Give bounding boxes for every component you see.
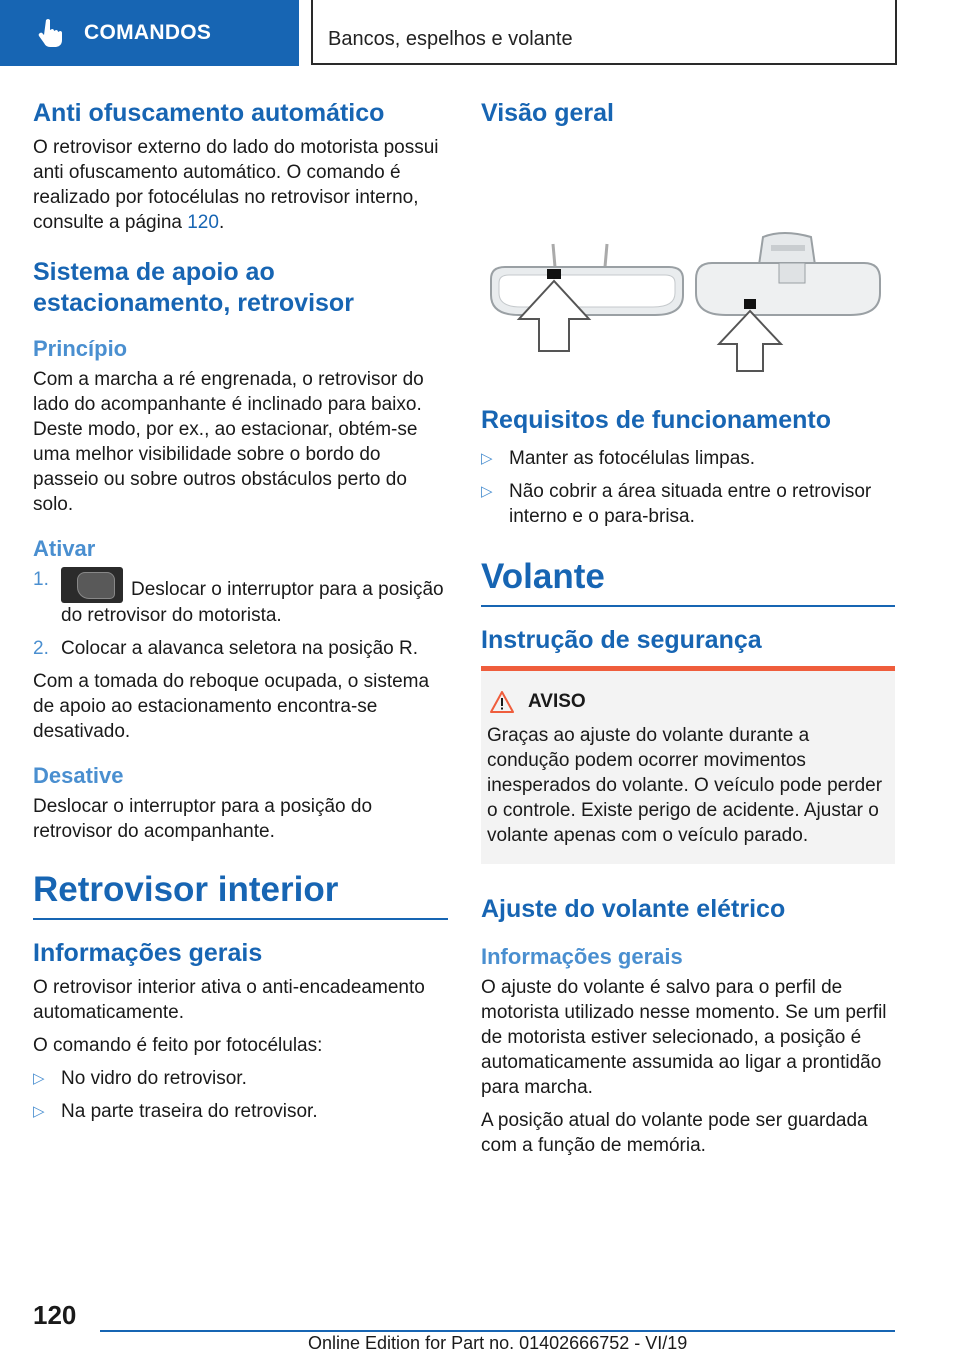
triangle-bullet-icon: ▷ xyxy=(33,1103,45,1120)
general-info-text: O retrovisor interior ativa o anti-encadeamento automaticamente. xyxy=(33,977,425,1023)
safety-heading: Instrução de segurança xyxy=(481,626,762,654)
anti-glare-heading: Anti ofuscamento automático xyxy=(33,99,385,127)
warning-triangle-icon xyxy=(490,691,514,713)
list-item xyxy=(33,1066,448,1091)
mirror-overview-illustration xyxy=(481,139,895,375)
parking-assist-heading: Sistema de apoio ao estacionamento, retrovisor xyxy=(33,258,354,317)
requirements-list xyxy=(481,446,895,529)
principle-text: Com a marcha a ré engrenada, o retrovisor do lado do acompanhante é inclinado para baixo. Deste modo, por ex., ao estacionar, obtém-se uma melhor visibilidade sobre o bordo do passeio ou sobre outros obstáculos perto do solo. xyxy=(33,369,424,515)
photocell-list xyxy=(33,1066,448,1124)
anti-glare-text xyxy=(33,135,448,235)
general-info-heading-right: Informações gerais xyxy=(481,944,683,969)
interior-mirror-heading: Retrovisor interior xyxy=(33,868,448,920)
page-number: 120 xyxy=(33,1300,77,1330)
footer-divider xyxy=(100,1330,895,1332)
hand-pointer-icon xyxy=(38,18,64,48)
warning-title xyxy=(487,691,889,713)
activate-note: Com a tomada do reboque ocupada, o sistema de apoio ao estacionamento encontra-se desativado. xyxy=(33,671,430,742)
list-item xyxy=(481,479,895,529)
page-link[interactable]: 120 xyxy=(187,212,219,233)
warning-box xyxy=(481,666,895,864)
right-column xyxy=(481,98,895,1166)
list-item-text: Manter as fotocélulas limpas. xyxy=(509,448,756,469)
triangle-bullet-icon: ▷ xyxy=(33,1070,45,1087)
list-item xyxy=(33,1099,448,1124)
principle-heading: Princípio xyxy=(33,336,128,361)
electric-info-text: O ajuste do volante é salvo para o perfil de motorista utilizado nesse momento. Se um perfil de motorista estiver selecionado, a posição é automaticamente assumida ao ligar a prontidão para marcha. xyxy=(481,977,887,1098)
step-number: 2. xyxy=(33,638,49,659)
mirror-diagram xyxy=(481,139,895,375)
activate-steps xyxy=(33,567,448,661)
electric-info-text-2: A posição atual do volante pode ser guardada com a função de memória. xyxy=(481,1110,868,1156)
chapter-header xyxy=(311,0,897,65)
edition-footer: Online Edition for Part no. 01402666752 - VI/19 xyxy=(308,1333,688,1353)
section-tab[interactable] xyxy=(0,0,299,66)
warning-text: Graças ao ajuste do volante durante a condução podem ocorrer movimentos inesperados do volante. O veículo pode perder o controle. Existe perigo de acidente. Ajustar o volante apenas com o veículo parado. xyxy=(487,725,883,846)
step-text: Colocar a alavanca seletora na posição R. xyxy=(61,638,418,659)
anti-glare-text-end: . xyxy=(218,212,225,233)
triangle-bullet-icon: ▷ xyxy=(481,450,493,467)
mirror-switch-icon xyxy=(61,567,123,603)
steering-wheel-heading: Volante xyxy=(481,555,895,607)
step-item xyxy=(33,636,448,661)
deactivate-text: Deslocar o interruptor para a posição do retrovisor do acompanhante. xyxy=(33,796,373,842)
requirements-heading: Requisitos de funcionamento xyxy=(481,406,832,434)
list-item-text: Não cobrir a área situada entre o retrovisor interno e o para-brisa. xyxy=(509,481,872,527)
step-number: 1. xyxy=(33,569,49,590)
anti-glare-text-main: O retrovisor externo do lado do motorista possui anti ofuscamento automático. O comando é realizado por fotocélulas no retrovisor interno, consulte a página xyxy=(33,137,439,233)
general-info-text-2: O comando é feito por fotocélulas: xyxy=(33,1035,323,1056)
chapter-title: Bancos, espelhos e volante xyxy=(328,28,573,50)
deactivate-heading: Desative xyxy=(33,763,124,788)
triangle-bullet-icon: ▷ xyxy=(481,483,493,500)
list-item xyxy=(481,446,895,471)
step-item xyxy=(33,567,448,628)
electric-adjust-heading: Ajuste do volante elétrico xyxy=(481,895,786,923)
overview-heading: Visão geral xyxy=(481,99,614,127)
section-tab-label: COMANDOS xyxy=(84,21,212,44)
warning-label: AVISO xyxy=(528,691,586,712)
left-column xyxy=(33,98,448,1132)
activate-heading: Ativar xyxy=(33,536,96,561)
step-text: Deslocar o interruptor para a posição do retrovisor do motorista. xyxy=(61,579,444,626)
general-info-heading: Informações gerais xyxy=(33,939,263,967)
list-item-text: No vidro do retrovisor. xyxy=(61,1068,247,1089)
list-item-text: Na parte traseira do retrovisor. xyxy=(61,1101,318,1122)
